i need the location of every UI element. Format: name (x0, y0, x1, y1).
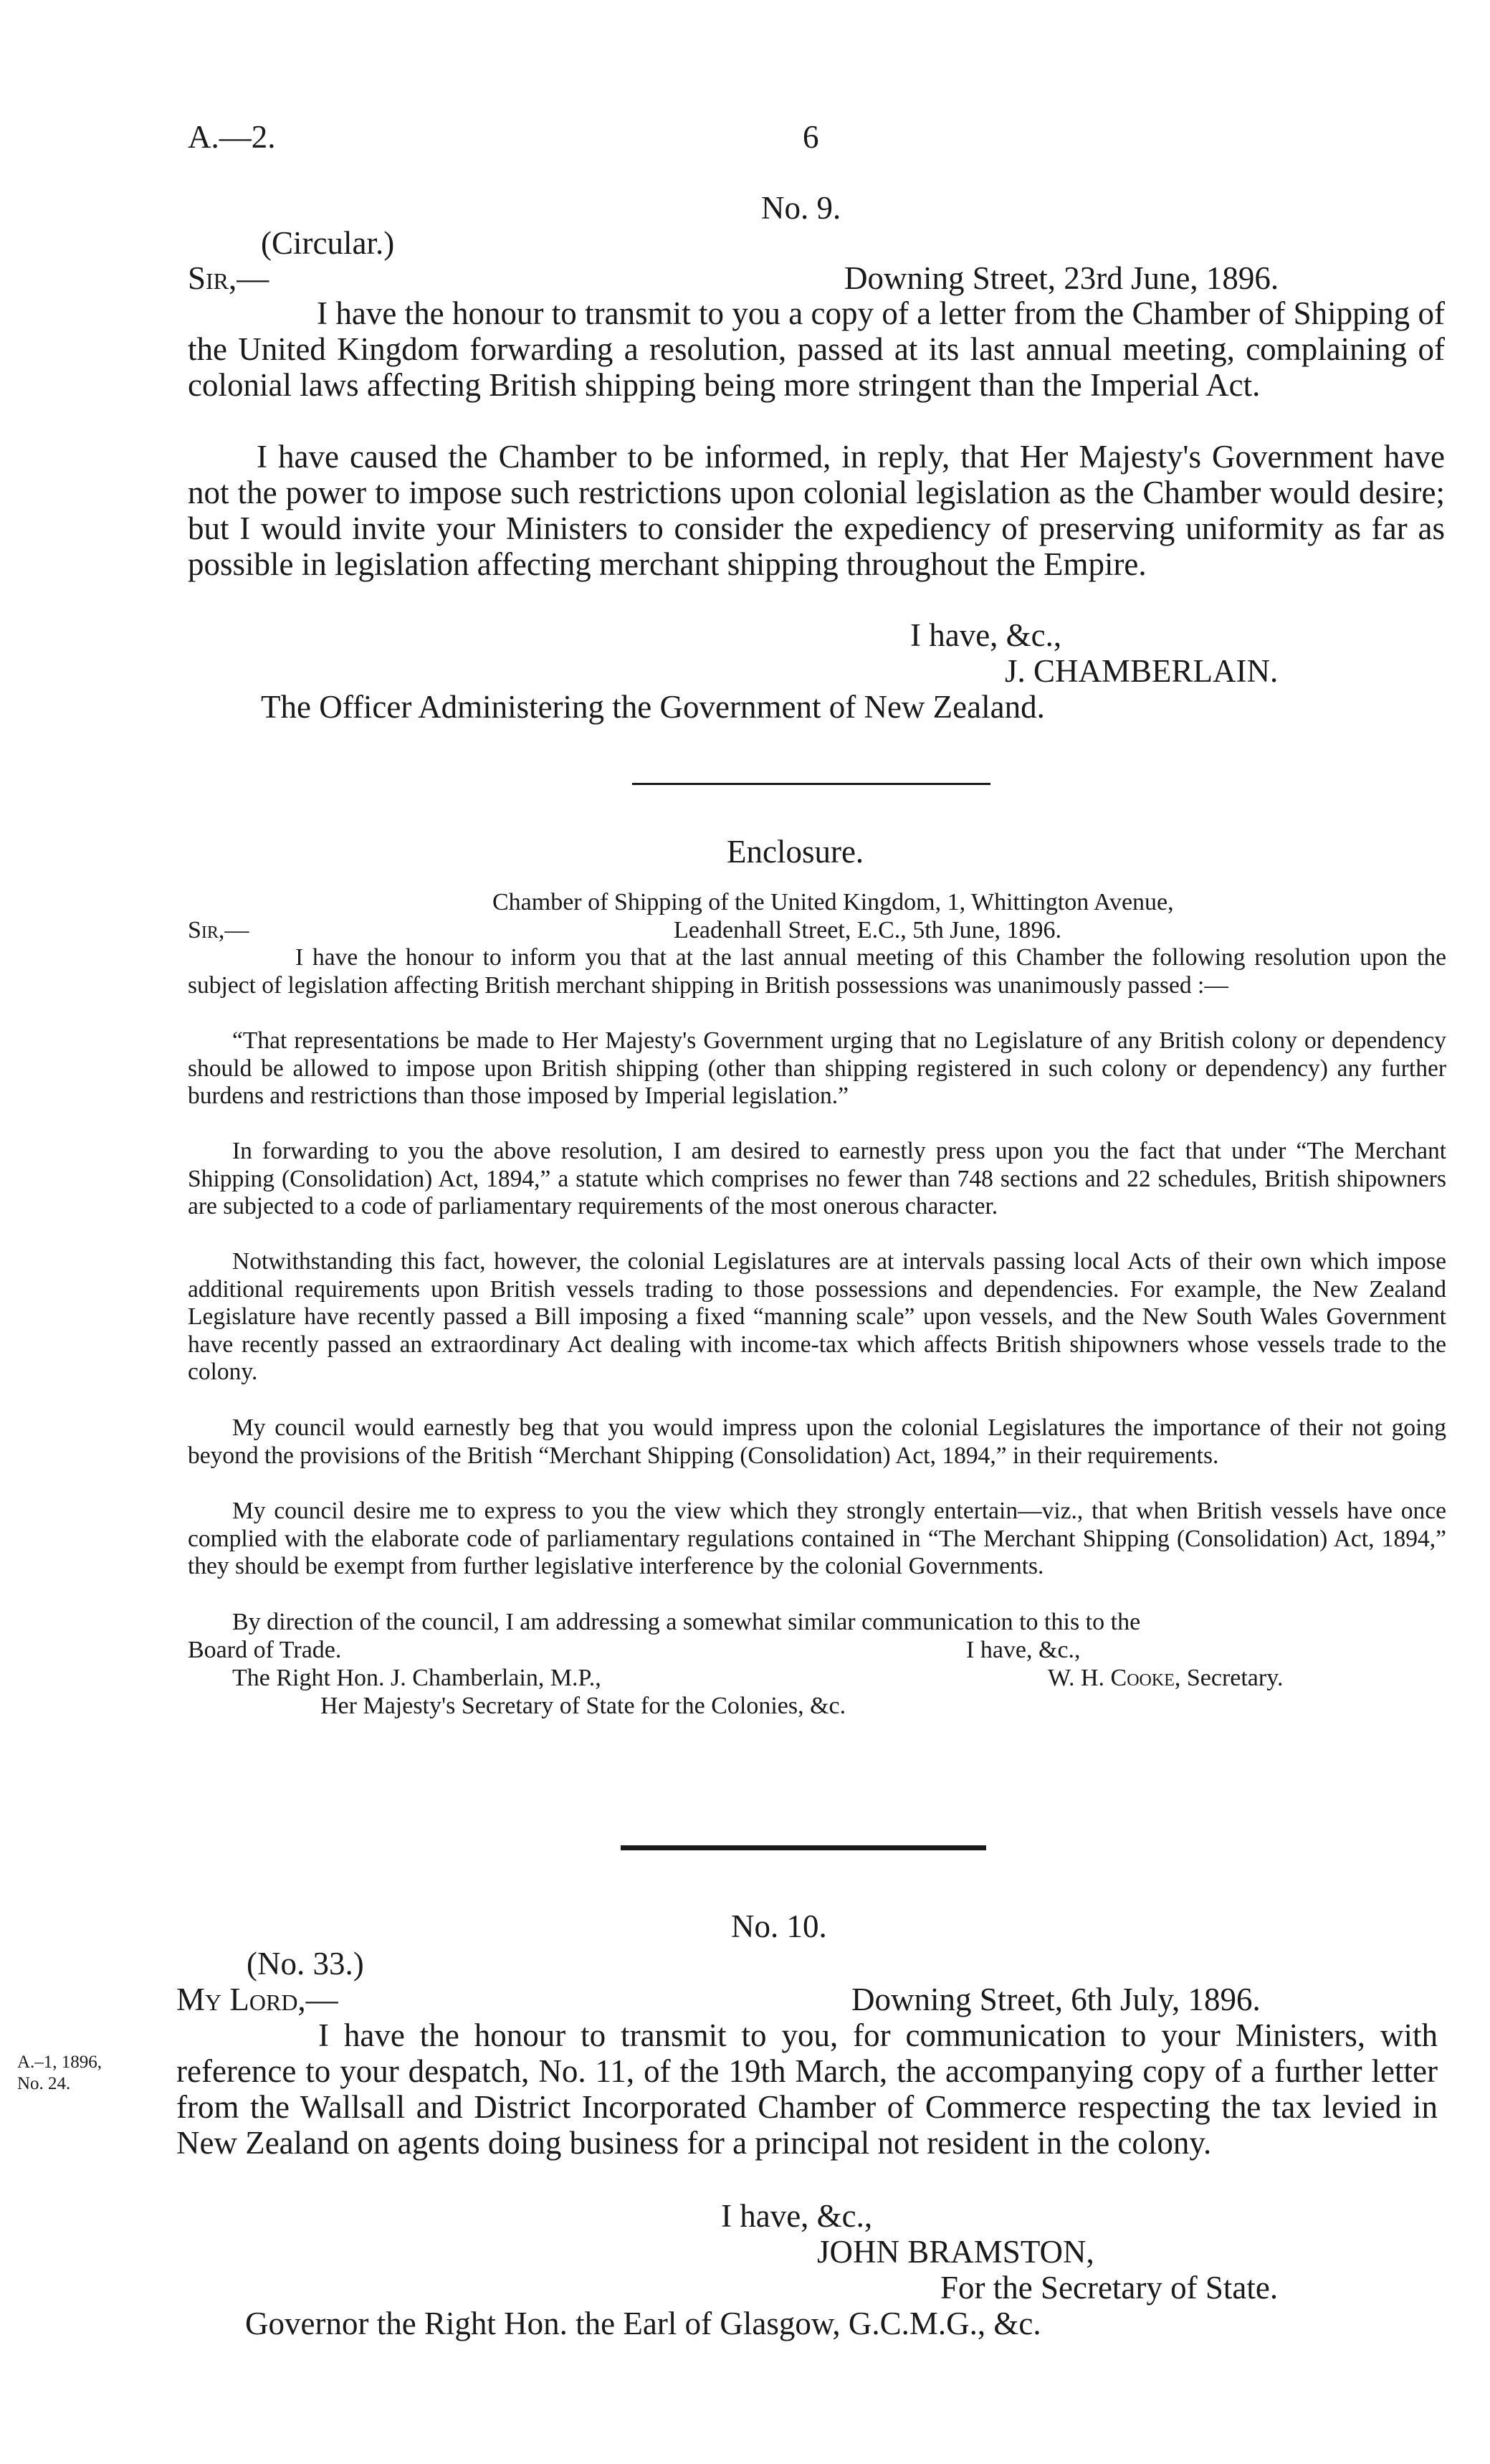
document-reference: A.—2. (188, 119, 276, 155)
enclosure-paragraph-3: In forwarding to you the above resolution, I am desired to earnestly press upon you the fact that under “The Merchant Shipping (Consolidation) Act, 1894,” a statute which comprises no fewer than 748 sections and 22 schedules, British shipowners are subjected to a code of parliamentary requirements of the most onerous character. (188, 1138, 1446, 1219)
no10-heading: No. 10. (731, 1908, 827, 1944)
no10-addressee: Governor the Right Hon. the Earl of Glasgow, G.C.M.G., &c. (245, 2306, 1041, 2341)
no10-margin-reference-line-1: A.–1, 1896, (17, 2052, 102, 2072)
no9-circular-label: (Circular.) (261, 225, 395, 261)
enclosure-salutation: Sir,— (188, 917, 249, 943)
enclosure-heading: Enclosure. (727, 834, 864, 870)
enclosure-paragraph-5: My council would earnestly beg that you would impress upon the colonial Legislatures the importance of their not going beyond the provisions of the British “Merchant Shipping (Consolidation) Act, 1894,” in their requirements. (188, 1414, 1446, 1469)
no10-signature: JOHN BRAMSTON, (817, 2234, 1094, 2270)
no10-paragraph-1: I have the honour to transmit to you, for communication to your Ministers, with reference to your despatch, No. 11, of the 19th March, the accompanying copy of a further letter from the Wallsall and District Incorporated Chamber of Commerce respecting the tax levied in New Zealand on agents doing business for a principal not resident in the colony. (176, 2017, 1438, 2161)
enclosure-address-line-1: Chamber of Shipping of the United Kingdom, 1, Whittington Avenue, (492, 889, 1174, 915)
page-number: 6 (803, 119, 819, 155)
no10-margin-reference-line-2: No. 24. (17, 2074, 71, 2093)
enclosure-paragraph-7-line-2: Board of Trade. (188, 1637, 342, 1663)
section-divider-heavy (621, 1845, 986, 1850)
enclosure-paragraph-1: I have the honour to inform you that at the last annual meeting of this Chamber the following resolution upon the subject of legislation affecting British merchant shipping in British possessions was unanimously passed :— (188, 944, 1446, 999)
enclosure-paragraph-6: My council desire me to express to you the view which they strongly entertain—viz., that when British vessels have once complied with the elaborate code of parliamentary regulations contained in “The Merchant Shipping (Consolidation) Act, 1894,” they should be exempt from further legislative interference by the colonial Governments. (188, 1498, 1446, 1579)
no9-signature: J. CHAMBERLAIN. (1005, 653, 1279, 689)
no9-salutation: Sir,— (188, 260, 269, 296)
section-divider (632, 783, 990, 785)
no9-addressee: The Officer Administering the Government of New Zealand. (261, 689, 1045, 725)
enclosure-closing: I have, &c., (966, 1637, 1081, 1663)
enclosure-signatory-title: , Secretary. (1174, 1665, 1284, 1691)
enclosure-signatory (1048, 1664, 1284, 1692)
no10-despatch-number: (No. 33.) (247, 1946, 364, 1982)
no9-paragraph-1: I have the honour to transmit to you a copy of a letter from the Chamber of Shipping of the United Kingdom forwarding a resolution, passed at its last annual meeting, complaining of colonial laws affecting British shipping being more stringent than the Imperial Act. (188, 295, 1445, 403)
enclosure-paragraph-2: “That representations be made to Her Majesty's Government urging that no Legislature of any British colony or dependency should be allowed to impose upon British shipping (other than shipping registered in such colony or dependency) any further burdens and restrictions than those imposed by Imperial legislation.” (188, 1027, 1446, 1109)
enclosure-recipient-line-1: The Right Hon. J. Chamberlain, M.P., (232, 1665, 601, 1691)
no9-paragraph-2: I have caused the Chamber to be informed, in reply, that Her Majesty's Government have not the power to impose such restrictions upon colonial legislation as the Chamber would desire; but I would invite your Ministers to consider the expediency of preserving uniformity as far as possible in legislation affecting merchant shipping throughout the Empire. (188, 439, 1445, 582)
enclosure-paragraph-7-line-1: By direction of the council, I am addressing a somewhat similar communication to this to the (232, 1609, 1141, 1635)
no10-place-date: Downing Street, 6th July, 1896. (851, 1982, 1261, 2017)
enclosure-recipient-line-2: Her Majesty's Secretary of State for the Colonies, &c. (320, 1693, 846, 1719)
no9-closing: I have, &c., (910, 617, 1062, 653)
enclosure-signatory-name: W. H. Cooke (1048, 1665, 1175, 1691)
no10-closing: I have, &c., (721, 2198, 873, 2234)
no10-signature-title: For the Secretary of State. (940, 2270, 1279, 2306)
no9-heading: No. 9. (761, 190, 841, 226)
no10-salutation: My Lord,— (176, 1982, 338, 2017)
no9-place-date: Downing Street, 23rd June, 1896. (844, 260, 1279, 296)
enclosure-paragraph-4: Notwithstanding this fact, however, the colonial Legislatures are at intervals passing local Acts of their own which impose additional requirements upon British vessels trading to those possessions and dependencies. For example, the New Zealand Legislature have recently passed a Bill imposing a fixed “manning scale” upon vessels, and the New South Wales Government have recently passed an extraordinary Act dealing with income-tax which affects British shipowners whose vessels trade to the colony. (188, 1248, 1446, 1385)
enclosure-address-line-2: Leadenhall Street, E.C., 5th June, 1896. (674, 917, 1062, 943)
